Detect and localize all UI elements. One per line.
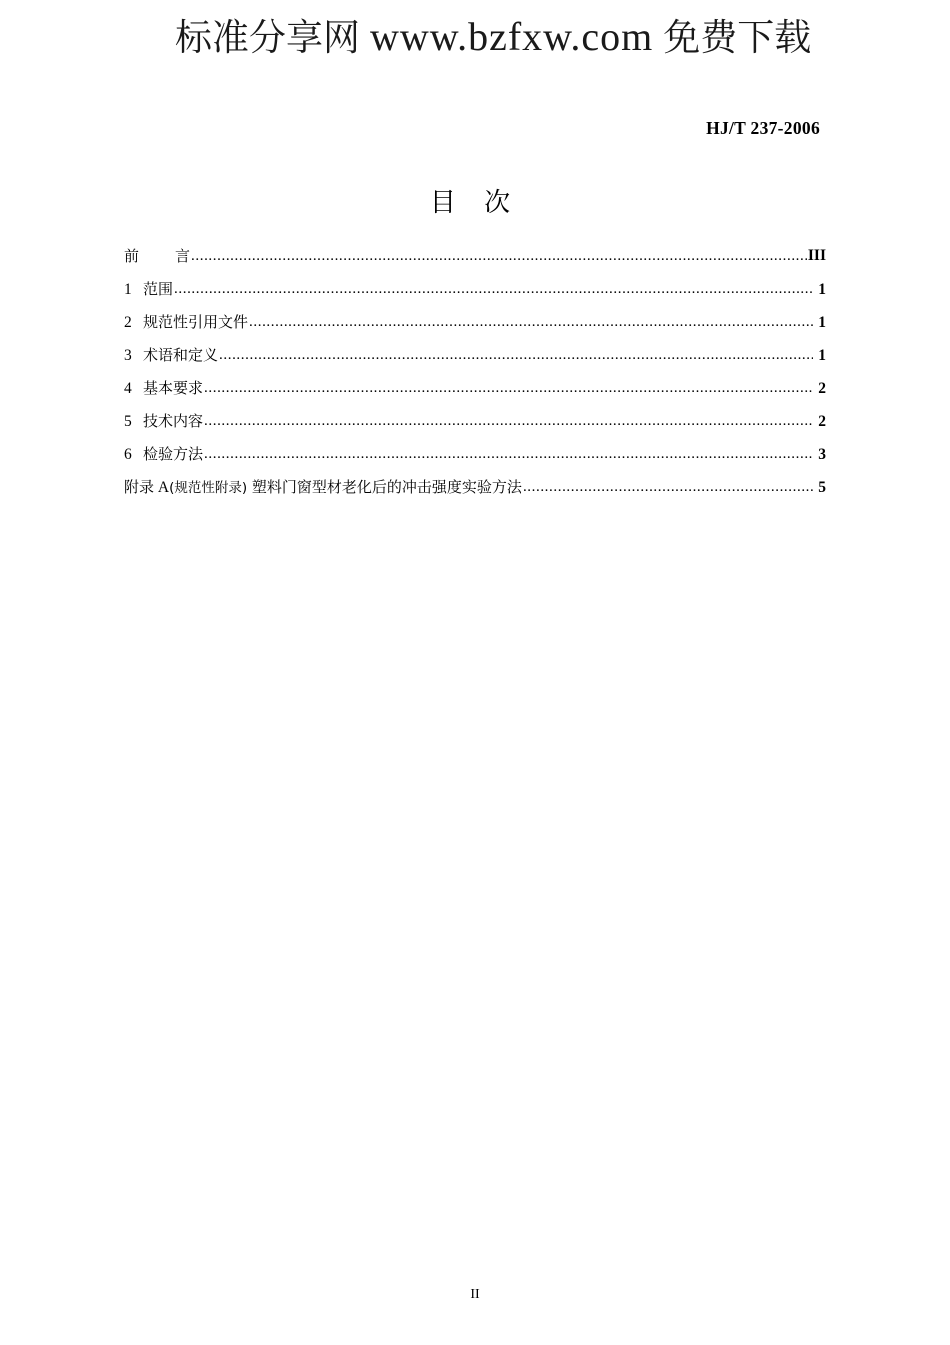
toc-item-page: 1 (818, 280, 826, 298)
toc-item-label: 基本要求 (143, 379, 204, 397)
toc-item-number: 5 (124, 412, 132, 430)
toc-item-number: 4 (124, 379, 132, 397)
toc-item-page: 3 (818, 445, 826, 463)
toc-item-page: 2 (818, 412, 826, 430)
toc-item-page: 1 (818, 346, 826, 364)
leader-dots (523, 480, 813, 492)
toc-row-annex-a (124, 477, 826, 496)
toc-annex-label (124, 477, 522, 496)
toc-item-label: 检验方法 (143, 445, 204, 463)
table-of-contents (124, 248, 826, 513)
toc-preface-label-part2: 言 (175, 246, 191, 265)
toc-row-preface (124, 248, 826, 264)
toc-row-1 (124, 282, 826, 298)
toc-item-label: 范围 (143, 280, 174, 298)
toc-item-number: 3 (124, 346, 132, 364)
toc-annex-title: 塑料门窗型材老化后的冲击强度实验方法 (251, 477, 522, 496)
toc-item-label: 规范性引用文件 (143, 313, 249, 331)
toc-item-page: 2 (818, 379, 826, 397)
toc-row-6 (124, 447, 826, 463)
toc-item-number: 1 (124, 280, 132, 298)
footer-page-number: II (470, 1287, 480, 1302)
toc-item-label: 技术内容 (143, 412, 204, 430)
watermark-url: www.bzfxw.com (370, 14, 654, 59)
watermark-cn-prefix: 标准分享网 (175, 16, 360, 59)
leader-dots (204, 381, 813, 393)
toc-row-4 (124, 381, 826, 397)
toc-row-2 (124, 315, 826, 331)
watermark-cn-suffix: 免费下载 (663, 16, 812, 59)
page-title: 目 次 (429, 188, 521, 218)
toc-annex-letter: A (157, 478, 170, 496)
watermark-banner (175, 14, 935, 60)
toc-annex-note: (规范性附录) (169, 479, 248, 496)
toc-preface-label-part1: 前 (124, 246, 140, 265)
toc-item-number: 2 (124, 313, 132, 331)
leader-dots (191, 249, 807, 261)
leader-dots (219, 348, 813, 360)
leader-dots (174, 282, 813, 294)
toc-annex-page: 5 (818, 478, 826, 496)
toc-row-5 (124, 414, 826, 430)
toc-preface-page: III (807, 247, 826, 264)
leader-dots (204, 414, 813, 426)
standard-number: HJ/T 237-2006 (706, 118, 820, 138)
leader-dots (204, 447, 813, 459)
toc-preface-label (124, 246, 191, 265)
toc-item-number: 6 (124, 445, 132, 463)
toc-item-label: 术语和定义 (143, 346, 219, 364)
toc-row-3 (124, 348, 826, 364)
leader-dots (249, 315, 813, 327)
toc-annex-prefix: 附录 (124, 477, 155, 496)
toc-item-page: 1 (818, 313, 826, 331)
